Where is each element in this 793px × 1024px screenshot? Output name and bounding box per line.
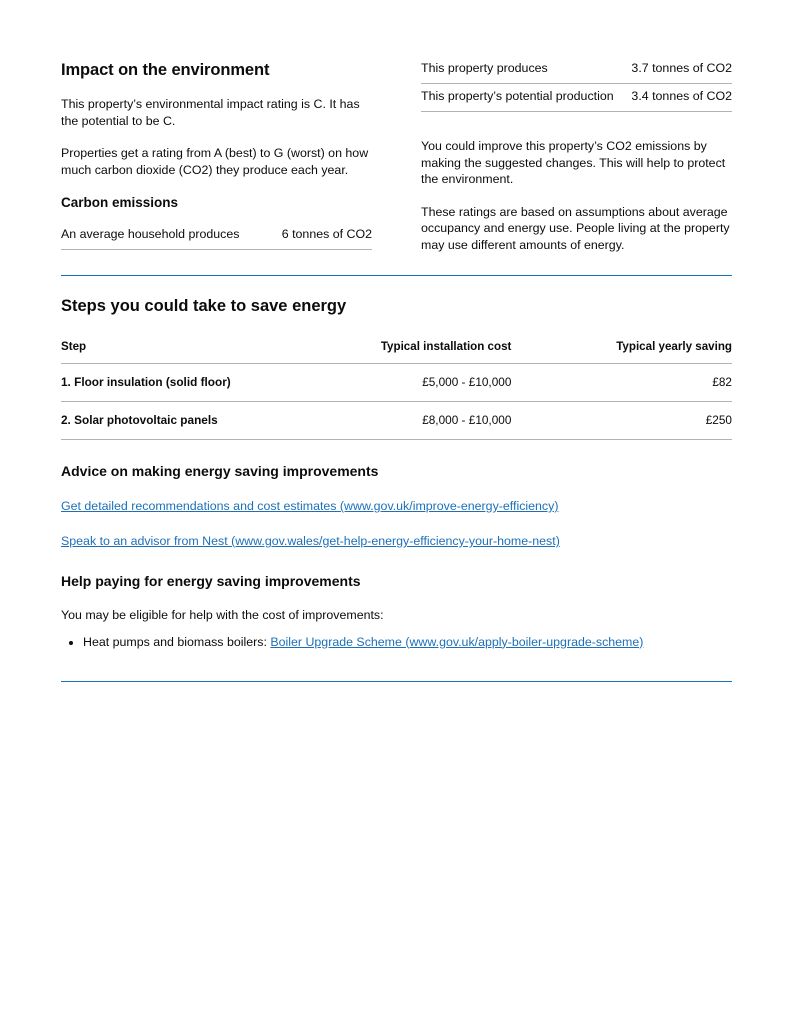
average-household-table [61,226,372,250]
page-content [61,60,732,682]
step-2-label: 2. Solar photovoltaic panels [61,402,302,440]
advice-heading: Advice on making energy saving improvements [61,463,379,479]
table-row [61,364,732,402]
environment-heading: Impact on the environment [61,61,270,79]
step-1-saving: £82 [567,364,732,402]
help-bullet-prefix: Heat pumps and biomass boilers: [83,634,271,649]
step-1-label: 1. Floor insulation (solid floor) [61,364,302,402]
potential-production-value: 3.4 tonnes of CO2 [620,84,732,112]
steps-col-step: Step [61,339,302,364]
table-row [61,226,372,250]
table-row [61,402,732,440]
steps-table [61,339,732,440]
advice-link-row-2 [61,532,732,550]
step-2-cost: £8,000 - £10,000 [302,402,567,440]
co2-assumptions-paragraph: These ratings are based on assumptions about average occupancy and energy use. People living at the property may use different amounts of energy. [421,204,730,252]
advice-link-row-1 [61,497,732,515]
help-intro: You may be eligible for help with the cost of improvements: [61,608,384,622]
link-boiler-upgrade-scheme[interactable]: Boiler Upgrade Scheme (www.gov.uk/apply-boiler-upgrade-scheme) [270,634,644,649]
average-household-value: 6 tonnes of CO2 [262,226,372,250]
link-detailed-recommendations[interactable]: Get detailed recommendations and cost estimates (www.gov.uk/improve-energy-efficiency) [61,499,559,513]
environment-left-column [61,60,372,250]
potential-production-label: This property’s potential production [421,84,620,112]
average-household-label: An average household produces [61,226,262,250]
environment-scale-paragraph: Properties get a rating from A (best) to G (worst) on how much carbon dioxide (CO2) they produce each year. [61,146,369,177]
steps-table-head [61,339,732,364]
help-heading: Help paying for energy saving improvements [61,573,361,589]
environment-rating-paragraph: This property’s environmental impact rating is C. It has the potential to be C. [61,97,360,128]
environment-section [61,60,732,253]
steps-col-saving: Typical yearly saving [567,339,732,364]
co2-production-table [421,60,732,112]
link-nest-advisor[interactable]: Speak to an advisor from Nest (www.gov.wales/get-help-energy-efficiency-your-home-nest) [61,534,560,548]
steps-header-row [61,339,732,364]
steps-heading: Steps you could take to save energy [61,297,347,315]
steps-col-cost: Typical installation cost [302,339,567,364]
steps-table-body [61,364,732,440]
list-item [83,634,732,651]
step-1-cost: £5,000 - £10,000 [302,364,567,402]
property-produces-value: 3.7 tonnes of CO2 [620,60,732,84]
table-row [421,84,732,112]
environment-right-column [421,60,732,253]
footer-divider [61,681,732,682]
help-bullet-list [61,634,732,651]
carbon-emissions-heading: Carbon emissions [61,195,179,210]
table-row [421,60,732,84]
co2-improvement-paragraph: You could improve this property’s CO2 emissions by making the suggested changes. This will help to protect the environment. [421,139,726,186]
step-2-saving: £250 [567,402,732,440]
property-produces-label: This property produces [421,60,620,84]
